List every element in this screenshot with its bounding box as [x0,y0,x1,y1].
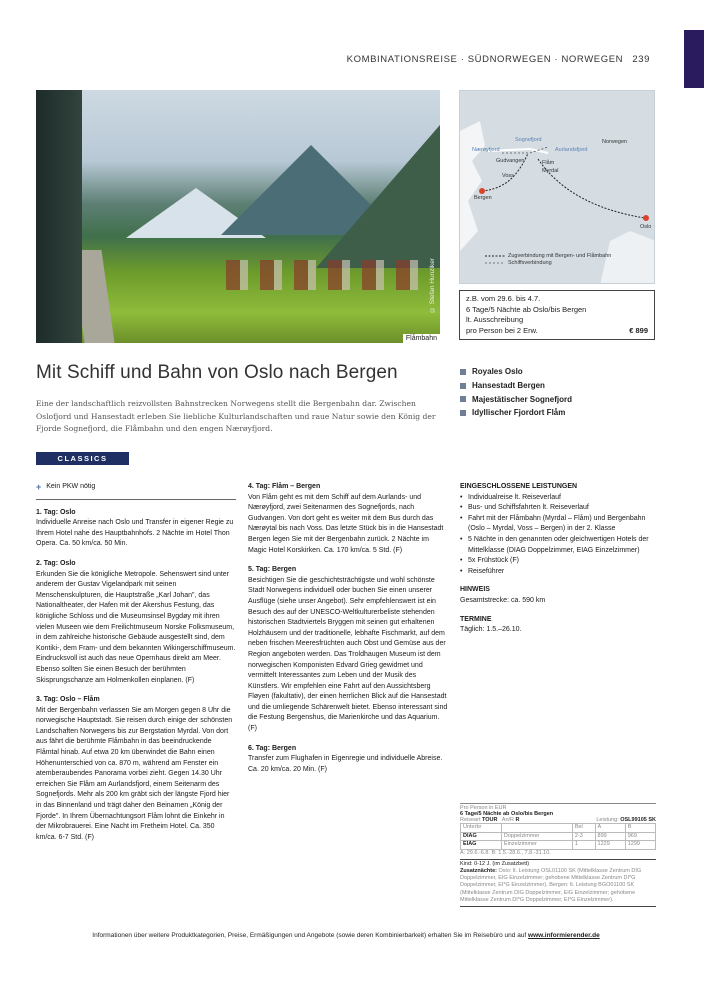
intro-text: Eine der landschaftlich reizvollsten Bahnstrecken Norwegens stellt die Bergenbahn dar. Zwischen Oslofjord und Hansestadt erleben Sie liebliche Kulturlandschaften und raue Natur sowie den König der Fjorde Sognefjord, die Flåmbahn und den engen Nærøyfjord. [36,399,436,433]
price-table-seasons: A: 29.6.-6.8. B: 1.5.-28.6., 7.8.-31.10. [460,849,551,856]
price-table [460,803,656,907]
day-text: Besichtigen Sie die geschichtsträchtigste und wohl schönste Stadt Norwegens individuell oder buchen Sie einen unserer Ausflüge (siehe unser Angebot). Sehr empfehlenswert ist ein Besuch des auf der UNESCO-Weltkulturerbeliste stehenden historischen Stadtviertels Bryggen mit seinen gut erhaltenen Holzhäusern und der traditionelle, lebhafte Fischmarkt, auf dem neben frischen Meeresfrüchten auch Obst und Gemüse aus der Region angeboten werden. Das Troldhaugen Museum ist dem norwegischen Komponisten Edvard Grieg gewidmet und vermittelt Interessantes zum Leben und der Musik des Künstlers. Wir empfehlen eine Fahrt auf den Aussichtsberg Fløyen (fakultativ), der einen herrlichen Blick auf die Hansestadt und die umliegende Schärenwelt bietet. Ebenso interessant sind die Festung Bergenshus, die Marienkirche und das Aquarium. (F) [248,576,448,733]
day-text: Transfer zum Flughafen in Eigenregie und individuelle Abreise. Ca. 20 km/ca. 20 Min. (F) [248,755,443,773]
classics-badge: CLASSICS [36,452,129,465]
price-table-meta: Reiseart TOUR An/R R Leistung: OSL99105 SK [460,817,656,823]
hinweis-heading: HINWEIS [460,586,490,594]
table-row: DIAG Doppelzimmer 2-3 899 969 [461,832,656,841]
termine-text: Täglich: 1.5.–26.10. [460,626,522,634]
feature-no-car: + Kein PKW nötig [36,482,236,500]
itinerary-day [36,695,236,843]
photo-village [226,260,426,290]
itinerary-day [36,508,236,550]
highlights-list [460,365,572,420]
map-legend-ship: Schiffsverbindung [508,260,552,266]
price-grid [460,823,656,850]
footer-text: Informationen über weitere Produktkategorien, Preise, Ermäßigungen und Angebote (sowie deren Kombinierbarkeit) erhalten Sie im Reisebüro und auf [92,932,529,939]
itinerary-day [248,744,448,776]
map-label-gudvangen: Gudvangen [496,158,525,164]
day-title: 3. Tag: Oslo – Flåm [36,696,100,704]
photo-train [36,90,82,343]
child-note: Kind: 0-12 J. (im Zusatzbett) [460,860,530,867]
map-label-norwegen: Norwegen [602,139,628,145]
highlight-item: Idyllischer Fjordort Flåm [460,406,572,420]
itinerary-day [248,565,448,735]
included-item: • 5x Frühstück (F) [460,556,660,567]
included-item: • Reiseführer [460,567,660,578]
hero-photo [36,90,440,343]
price-amount: € 899 [629,325,648,335]
day-title: 4. Tag: Flåm – Bergen [248,483,321,490]
route-map [459,90,655,284]
day-title: 5. Tag: Bergen [248,566,297,574]
square-bullet-icon [460,369,466,375]
footer-website-link[interactable]: www.informierender.de [528,932,600,939]
day-text: Erkunden Sie die königliche Metropole. Sehenswert sind unter anderem der Gustav Vigelandpark mit seinen Menschenskulpturen, die Hauptstraße „Karl Johan", das Nationaltheater, der Hafen mit der Akershus Festung, das königliche Schloss und die Museumsinsel Bygdøy mit ihren vielen Museen wie dem Freilichtmuseum Norske Folksmuseum, in dem zahlreiche historische Gebäude ausgestellt sind, dem Kontiki-, dem Fram- und dem bekannten Wikingerschiffmuseum. Eindrucksvoll ist auch das neue Opernhaus direkt am Meer. Ebenso sollten Sie einen Besuch der berühmten Skisprungschanze am Holmenkollen einplanen. (F) [36,570,236,684]
header-category: KOMBINATIONSREISE · SÜDNORWEGEN · NORWEGEN [346,54,624,65]
price-table-subtitle: 6 Tage/5 Nächte ab Oslo/bis Bergen [460,811,554,817]
price-duration: 6 Tage/5 Nächte ab Oslo/bis Bergen [466,304,587,314]
itinerary-column-1 [36,482,236,852]
included-list [460,493,660,578]
day-text: Individuelle Anreise nach Oslo und Transfer in eigener Regie zu Ihrem Hotel nahe des Hauptbahnhofs. 2 Nächte im Hotel Thon Opera. Ca. 50 km/ca. 50 Min. [36,519,234,548]
price-table-notes: Kind: 0-12 J. (im Zusatzbett) Zusatznächte: Oslo: lt. Leistung OSL01100 SK (Mittelklasse Zentrum DIG Doppelzimmer, EIG Einzelzimmer; gehobene Mittelklasse Zentrum DI*G Doppelzimmer, EI*G Einzelzimmer). Bergen: lt. Leistung BGO01100 SK (Mittelklasse Zentrum DIG Doppelzimmer, EIG Einzelzimmer; gehobene Mittelklasse Zentrum DI*G Doppelzimmer, EI*G Einzelzimmer). [460,859,656,907]
photo-caption: Flåmbahn [403,334,440,343]
map-label-sognefjord: Sognefjord [515,137,542,143]
hinweis-text: Gesamtstrecke: ca. 590 km [460,596,546,604]
map-label-oslo: Oslo [640,224,652,230]
price-table-currency: Pro Person in EUR [460,803,656,811]
itinerary-column-2 [248,482,448,784]
day-title: 6. Tag: Bergen [248,744,297,752]
services-column [460,482,660,636]
page-tab-marker [684,30,704,88]
map-label-aurlandsfjord: Aurlandsfjord [555,147,588,153]
included-item: • Individualreise lt. Reiseverlauf [460,493,660,504]
included-item: • 5 Nächte in den genannten oder gleichwertigen Hotels der Mittelklasse (DIAG Doppelzimmer, EIAG Einzelzimmer) [460,535,660,556]
included-item: • Fahrt mit der Flåmbahn (Myrdal – Flåm) und Bergenbahn (Oslo – Myrdal, Voss – Bergen) in der 2. Klasse [460,514,660,535]
itinerary-day [248,482,448,556]
price-date: z.B. vom 29.6. bis 4.7. [466,294,541,303]
page-footer [36,932,656,939]
photo-mountain-right [316,118,440,268]
price-terms: lt. Ausschreibung [466,315,524,324]
map-label-voss: Voss [502,173,514,179]
page-title: Mit Schiff und Bahn von Oslo nach Bergen [36,362,398,383]
map-legend-train: Zugverbindung mit Bergen- und Flåmbahn [508,253,612,259]
highlight-item: Hansestadt Bergen [460,379,572,393]
page-header [347,54,650,65]
square-bullet-icon [460,383,466,389]
square-bullet-icon [460,396,466,402]
included-item: • Bus- und Schiffsfahrten lt. Reiseverlauf [460,503,660,514]
plus-icon: + [36,482,42,492]
photo-credit: © Stefan Hunziker [429,257,436,313]
table-header-row: Unterbr Bel A B [461,824,656,833]
map-label-myrdal: Myrdal [542,168,559,174]
day-text: Mit der Bergenbahn verlassen Sie am Morgen gegen 8 Uhr die norwegische Hauptstadt. Sie reisen durch einige der schönsten Landschaften Norwegens bis zur Bergstation Myrdal. Von dort aus fährt die berühmte Flåmbahn in das beeindruckende Flåmtal hinab. Auf etwa 20 km überwindet die Bahn einen Höhenunterschied von ca. 870 m, während am Fenster ein atemberaubendes Panorama vorbei zieht. Gegen 14.30 Uhr erreichen Sie Flåm am Aurlandsfjord, einem Seitenarm des Sognefjords. Mehr als 200 km gräbt sich der längste Fjord hier in das Binnenland und trägt daher den Beinamen „König der Fjorde". In Ihrem Übernachtungsort Flåm lohnt die Einkehr in der Mikrobrauerei. Eine Nacht im Fretheim Hotel. Ca. 350 km/ca. 6-7 Std. (F) [36,706,233,841]
map-label-naeroyfjord: Nærøyfjord [472,147,500,153]
table-row: EIAG Einzelzimmer 1 1229 1299 [461,841,656,850]
day-title: 2. Tag: Oslo [36,559,76,567]
day-text: Von Flåm geht es mit dem Schiff auf dem Aurlands- und Nærøyfjord, zwei Seitenarmen des Sognefjords, nach Gudvangen. Von dort geht es weiter mit dem Bus durch das Nærøytal bis nach Voss. Das letzte Stück bis in die Hansestadt Bergen legen Sie mit der Bergenbahn zurück. 2 Nächte im Magic Hotel Korskirken. Ca. 170 km/ca. 5 Std. (F) [248,493,444,554]
termine-heading: TERMINE [460,615,492,623]
day-title: 1. Tag: Oslo [36,508,76,516]
highlight-item: Majestätischer Sognefjord [460,393,572,407]
price-teaser-box [459,290,655,340]
square-bullet-icon [460,410,466,416]
itinerary-day [36,559,236,686]
price-basis: pro Person bei 2 Erw. [466,325,538,335]
map-label-bergen: Bergen [474,195,492,201]
highlight-item: Royales Oslo [460,365,572,379]
included-heading: EINGESCHLOSSENE LEISTUNGEN [460,483,578,490]
extra-nights-text: Oslo: lt. Leistung OSL01100 SK (Mittelklasse Zentrum DIG Doppelzimmer, EIG Einzelzimmer; gehobene Mittelklasse Zentrum DI*G Doppelzimmer, EI*G Einzelzimmer). Bergen: lt. Leistung BGO01100 SK (Mittelklasse Zentrum DIG Doppelzimmer, EIG Einzelzimmer; gehobene Mittelklasse Zentrum DI*G Doppelzimmer, EI*G Einzelzimmer). [460,867,642,903]
map-label-flam: Flåm [542,160,555,166]
page-number: 239 [632,54,650,65]
